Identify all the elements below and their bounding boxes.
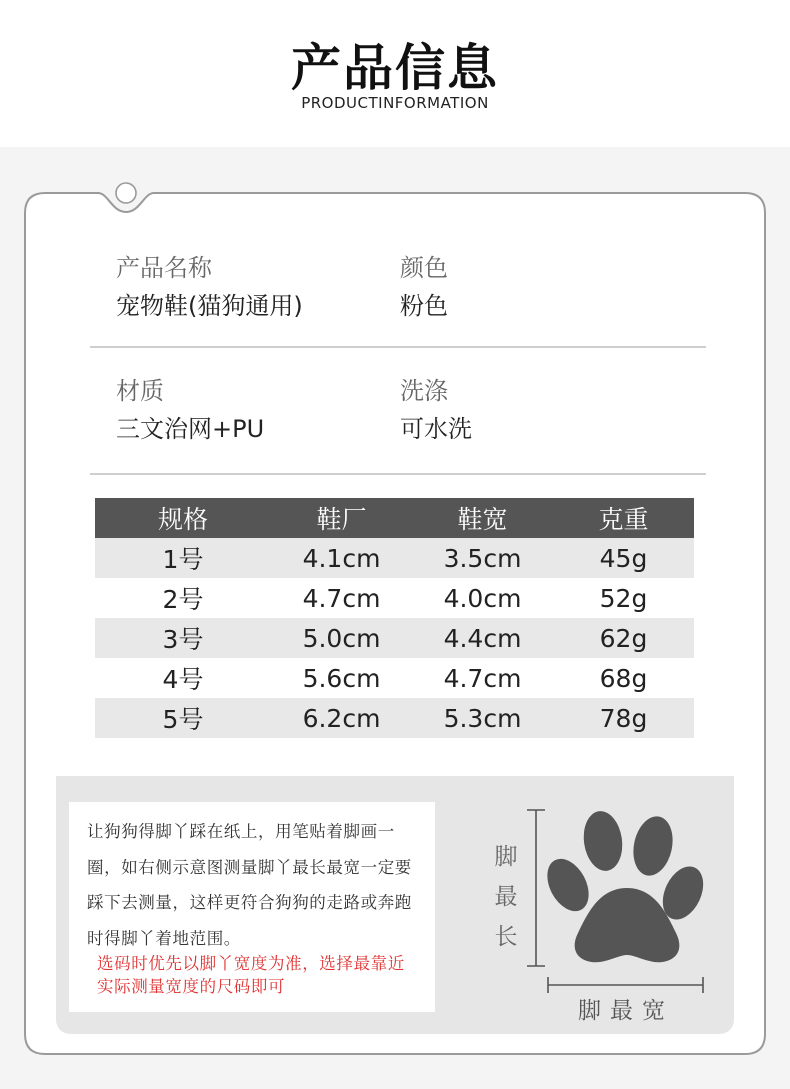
table-cell: 52g: [599, 583, 648, 613]
length-label-char: 最: [494, 884, 518, 910]
column-header: 克重: [598, 505, 649, 534]
table-cell: 45g: [599, 543, 648, 573]
table-cell: 4.1cm: [302, 543, 381, 573]
column-header: 鞋宽: [457, 505, 508, 534]
table-cell: 3号: [162, 625, 204, 654]
wash-value: 可水洗: [400, 415, 472, 443]
table-cell: 6.2cm: [302, 703, 381, 733]
width-label: 脚最宽: [578, 998, 674, 1024]
table-cell: 4.4cm: [443, 623, 522, 653]
material-label: 材质: [116, 377, 164, 405]
product-name-value: 宠物鞋(猫狗通用): [116, 292, 303, 320]
length-label-char: 长: [494, 924, 518, 950]
table-cell: 4.0cm: [443, 583, 522, 613]
color-label: 颜色: [400, 254, 448, 282]
table-cell: 5.3cm: [443, 703, 522, 733]
table-cell: 62g: [599, 623, 648, 653]
page-subtitle: PRODUCTINFORMATION: [301, 94, 489, 112]
table-cell: 2号: [162, 585, 204, 614]
length-label-char: 脚: [494, 844, 518, 870]
table-cell: 1号: [162, 545, 204, 574]
size-warning: 选码时优先以脚丫宽度为准，选择最靠近实际测量宽度的尺码即可: [97, 954, 405, 996]
table-cell: 68g: [599, 663, 648, 693]
material-value: 三文治网+PU: [116, 415, 265, 443]
table-cell: 5.0cm: [302, 623, 381, 653]
column-header: 规格: [157, 505, 208, 534]
table-cell: 5.6cm: [302, 663, 381, 693]
column-header: 鞋厂: [316, 505, 367, 534]
paw-print-icon: [539, 809, 711, 963]
product-name-label: 产品名称: [116, 254, 212, 282]
table-cell: 3.5cm: [443, 543, 522, 573]
instruction-text: 让狗狗得脚丫踩在纸上，用笔贴着脚画一圈，如右侧示意图测量脚丫最长最宽一定要踩下去测量，这样更符合狗狗的走路或奔跑时得脚丫着地范围。: [87, 822, 412, 948]
page-title: 产品信息: [291, 39, 499, 97]
table-cell: 4.7cm: [302, 583, 381, 613]
table-cell: 5号: [162, 705, 204, 734]
table-cell: 78g: [599, 703, 648, 733]
table-cell: 4.7cm: [443, 663, 522, 693]
color-value: 粉色: [400, 292, 448, 320]
table-cell: 4号: [162, 665, 204, 694]
wash-label: 洗涤: [400, 377, 448, 405]
